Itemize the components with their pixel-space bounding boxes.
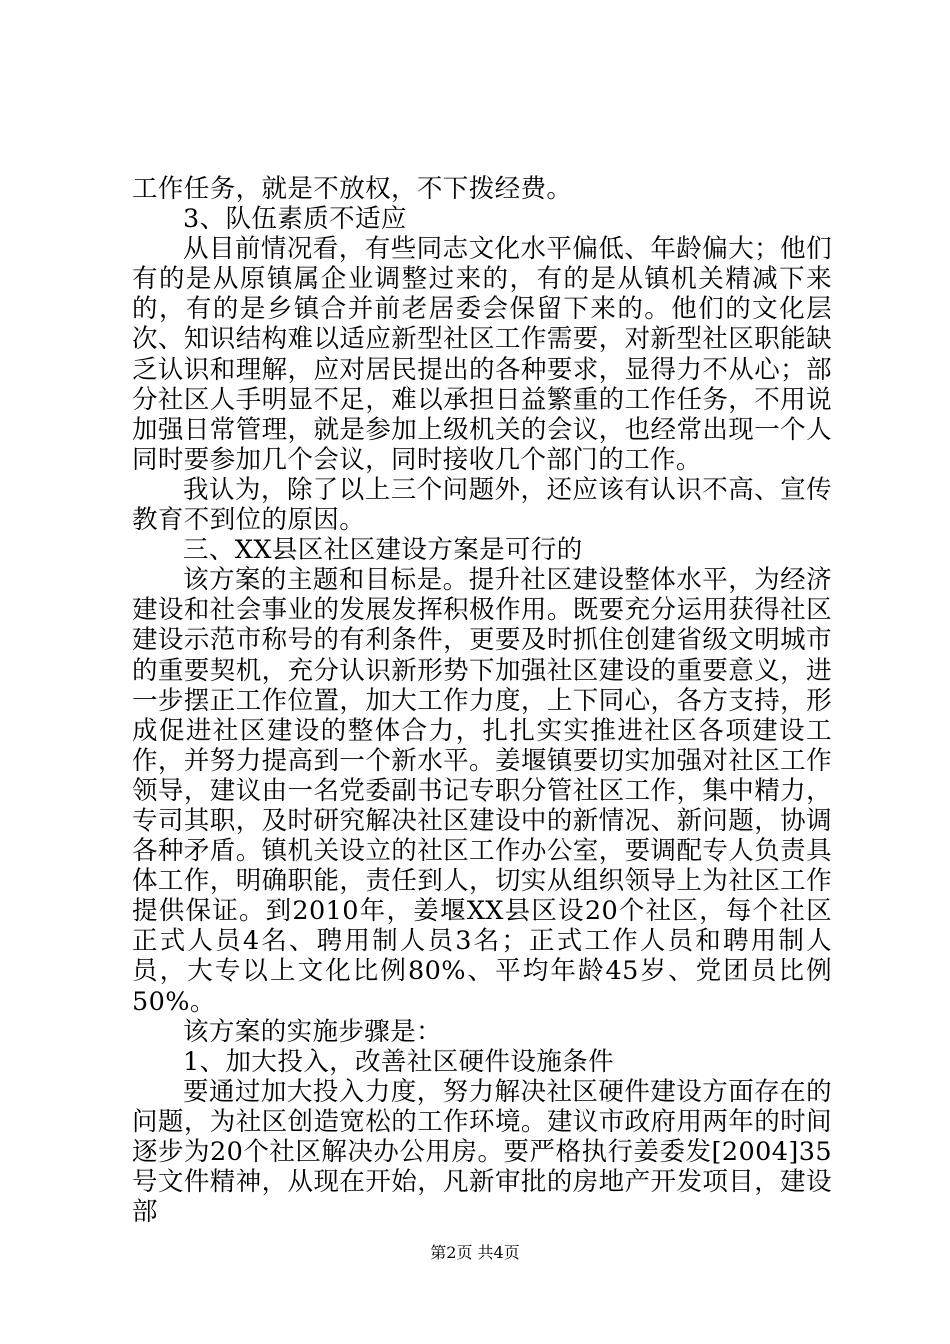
heading-team-quality: 3、队伍素质不适应 (183, 204, 407, 235)
paragraph-current-situation: 从目前情况看，有些同志文化水平偏低、年龄偏大；他们有的是从原镇属企业调整过来的，有的是从镇机关精减下来的，有的是乡镇合并前老居委会保留下来的。他们的文化层次、知识结构难以适应新型社区工作需要，对新型社区职能缺乏认识和理解，应对居民提出的各种要求，显得力不从心；部分社区人手明显不足，难以承担日益繁重的工作任务，不用说加强日常管理，就是参加上级机关的会议，也经常出现一个人同时要参加几个会议，同时接收几个部门的工作。 (132, 234, 832, 475)
paragraph-opinion: 我认为，除了以上三个问题外，还应该有认识不高、宣传教育不到位的原因。 (132, 474, 832, 536)
paragraph-implementation-steps: 该方案的实施步骤是： (183, 1016, 443, 1047)
page-number-footer: 第2页 共4页 (430, 1243, 520, 1262)
paragraph-investment-detail: 要通过加大投入力度，努力解决社区硬件建设方面存在的问题，为社区创造宽松的工作环境。建议市政府用两年的时间逐步为20个社区解决办公用房。要严格执行姜委发[2004]35号文件精神，从现在开始，凡新审批的房地产开发项目，建设部 (132, 1076, 832, 1228)
section-heading-plan-feasible: 三、XX县区社区建设方案是可行的 (183, 535, 583, 566)
paragraph-continuation: 工作任务，就是不放权，不下拨经费。 (132, 174, 573, 204)
paragraph-plan-goals: 该方案的主题和目标是。提升社区建设整体水平，为经济建设和社会事业的发展发挥积极作用。既要充分运用获得社区建设示范市称号的有利条件，更要及时抓住创建省级文明城市的重要契机，充分认识新形势下加强社区建设的重要意义，进一步摆正工作位置，加大工作力度，上下同心，各方支持，形成促进社区建设的整体合力，扎扎实实推进社区各项建设工作，并努力提高到一个新水平。姜堰镇要切实加强对社区工作领导，建议由一名党委副书记专职分管社区工作，集中精力，专司其职，及时研究解决社区建设中的新情况、新问题，协调各种矛盾。镇机关设立的社区工作办公室，要调配专人负责具体工作，明确职能，责任到人，切实从组织领导上为社区工作提供保证。到2010年，姜堰XX县区设20个社区，每个社区正式人员4名、聘用制人员3名；正式工作人员和聘用制人员，大专以上文化比例80%、平均年龄45岁、党团员比例50%。 (132, 565, 832, 1017)
document-body (132, 174, 832, 1227)
heading-increase-investment: 1、加大投入，改善社区硬件设施条件 (183, 1046, 615, 1077)
